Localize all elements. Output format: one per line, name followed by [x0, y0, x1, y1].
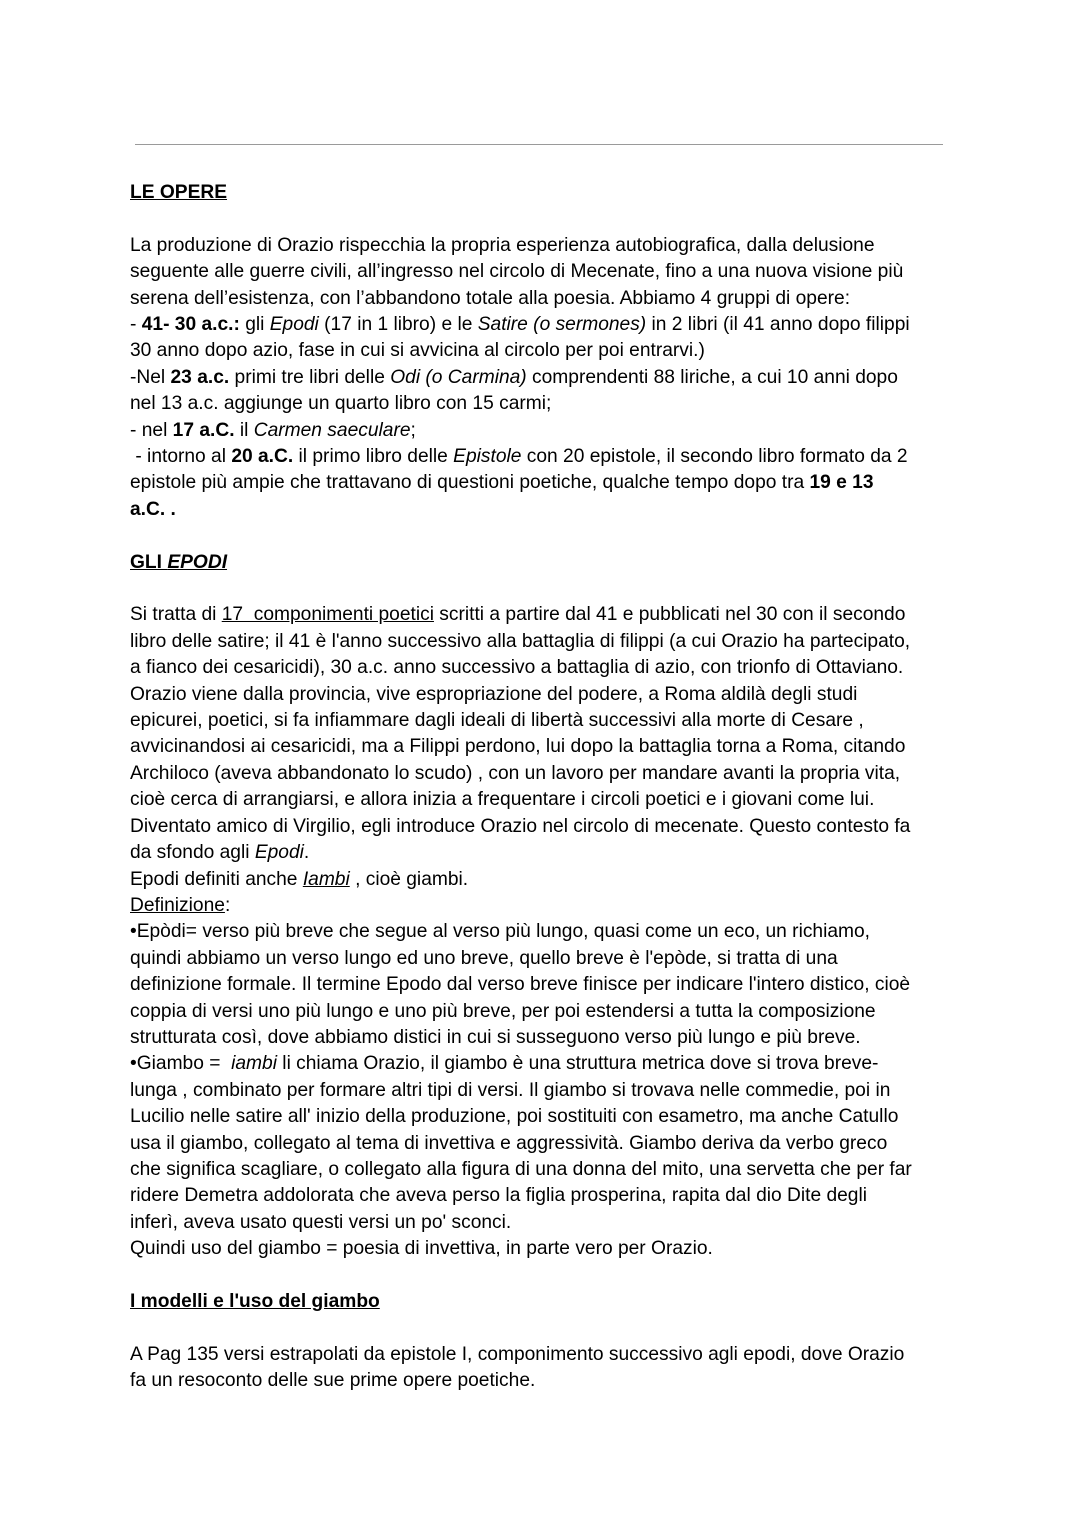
- text-line: A Pag 135 versi estrapolati da epistole I, componimento successivo agli epodi, dove Orazio: [130, 1343, 905, 1365]
- group-3-line: - nel 17 a.C. il Carmen saeculare;: [130, 419, 416, 441]
- paragraph-epodi: [130, 602, 950, 1262]
- group-2-line: -Nel 23 a.c. primi tre libri delle Odi (o Carmina) comprendenti 88 liriche, a cui 10 anni dopo: [130, 366, 898, 388]
- text-line: cioè cerca di arrangiarsi, e allora inizia a frequentare i circoli poetici e i giovani come lui.: [130, 789, 875, 811]
- horizontal-rule: [135, 144, 943, 145]
- definizione-label: Definizione:: [130, 894, 231, 916]
- text-line: che significa scagliare, o collegato alla figura di una donna del mito, una servetta che per far: [130, 1158, 912, 1180]
- paragraph-opere-intro: [130, 233, 950, 523]
- paragraph-modelli: [130, 1342, 950, 1395]
- text-line: La produzione di Orazio rispecchia la propria esperienza autobiografica, dalla delusione: [130, 234, 875, 256]
- text-line: •Epòdi= verso più breve che segue al verso più lungo, quasi come un eco, un richiamo,: [130, 921, 871, 943]
- heading-le-opere: LE OPERE: [130, 182, 228, 203]
- text-line: inferì, aveva usato questi versi un po' sconci.: [130, 1211, 512, 1233]
- heading-modelli-giambo: I modelli e l'uso del giambo: [130, 1291, 380, 1312]
- text-line: serena dell’esistenza, con l’abbandono totale alla poesia. Abbiamo 4 gruppi di opere:: [130, 287, 851, 309]
- text-line: libro delle satire; il 41 è l'anno successivo alla battaglia di filippi (a cui Orazio ha partecipato,: [130, 630, 911, 652]
- text-line: a fianco dei cesaricidi), 30 a.c. anno successivo a battaglia di azio, con trionfo di Ottaviano.: [130, 657, 904, 679]
- text-line: strutturata così, dove abbiamo distici in cui si susseguono verso più lungo e più breve.: [130, 1026, 861, 1048]
- text-line: fa un resoconto delle sue prime opere poetiche.: [130, 1370, 536, 1392]
- text-line: seguente alle guerre civili, all’ingresso nel circolo di Mecenate, fino a una nuova visione più: [130, 261, 904, 283]
- document-body: [130, 180, 950, 1395]
- text-line: ridere Demetra addolorata che aveva perso la figlia prosperina, rapita dal dio Dite degli: [130, 1185, 868, 1207]
- group-1-line: - 41- 30 a.c.: gli Epodi (17 in 1 libro) e le Satire (o sermones) in 2 libri (il 41 anno dopo filippi: [130, 314, 910, 336]
- text-line: •Giambo = iambi li chiama Orazio, il giambo è una struttura metrica dove si trova breve-: [130, 1053, 879, 1075]
- text-line: Quindi uso del giambo = poesia di invettiva, in parte vero per Orazio.: [130, 1238, 713, 1260]
- text-line: Si tratta di 17 componimenti poetici scritti a partire dal 41 e pubblicati nel 30 con il secondo: [130, 604, 906, 626]
- group-4-line-3: a.C. .: [130, 498, 176, 520]
- text-line: da sfondo agli Epodi.: [130, 842, 310, 864]
- text-line: coppia di versi uno più lungo e uno più breve, per poi estendersi a tutta la composizione: [130, 1000, 876, 1022]
- group-4-line-2: epistole più ampie che trattavano di questioni poetiche, qualche tempo dopo tra 19 e 13: [130, 472, 874, 494]
- text-line: epicurei, poetici, si fa infiammare dagli ideali di libertà successivi alla morte di Cesare ,: [130, 710, 864, 732]
- text-line: usa il giambo, collegato al tema di invettiva e aggressività. Giambo deriva da verbo greco: [130, 1132, 888, 1154]
- text-line: Diventato amico di Virgilio, egli introduce Orazio nel circolo di mecenate. Questo contesto fa: [130, 815, 911, 837]
- text-line: Lucilio nelle satire all' inizio della produzione, poi sostituiti con esametro, ma anche Catullo: [130, 1106, 899, 1128]
- text-line: 30 anno dopo azio, fase in cui si avvicina al circolo per poi entrarvi.): [130, 340, 705, 362]
- group-4-line: - intorno al 20 a.C. il primo libro delle Epistole con 20 epistole, il secondo libro formato da 2: [130, 446, 908, 468]
- heading-gli-epodi: GLI EPODI: [130, 551, 228, 573]
- text-line: definizione formale. Il termine Epodo dal verso breve finisce per indicare l'intero distico, cioè: [130, 974, 911, 996]
- text-line: quindi abbiamo un verso lungo ed uno breve, quello breve è l'epòde, si tratta di una: [130, 947, 838, 969]
- text-line: nel 13 a.c. aggiunge un quarto libro con 15 carmi;: [130, 393, 552, 415]
- text-line: Orazio viene dalla provincia, vive espropriazione del podere, a Roma aldilà degli studi: [130, 683, 858, 705]
- text-line: lunga , combinato per formare altri tipi di versi. Il giambo si trovava nelle commedie, poi in: [130, 1079, 891, 1101]
- text-line: avvicinandosi ai cesaricidi, ma a Filippi perdono, lui dopo la battaglia torna a Roma, citando: [130, 736, 906, 758]
- text-line: Archiloco (aveva abbandonato lo scudo) , con un lavoro per mandare avanti la propria vita,: [130, 762, 901, 784]
- text-line: Epodi definiti anche Iambi , cioè giambi.: [130, 868, 469, 890]
